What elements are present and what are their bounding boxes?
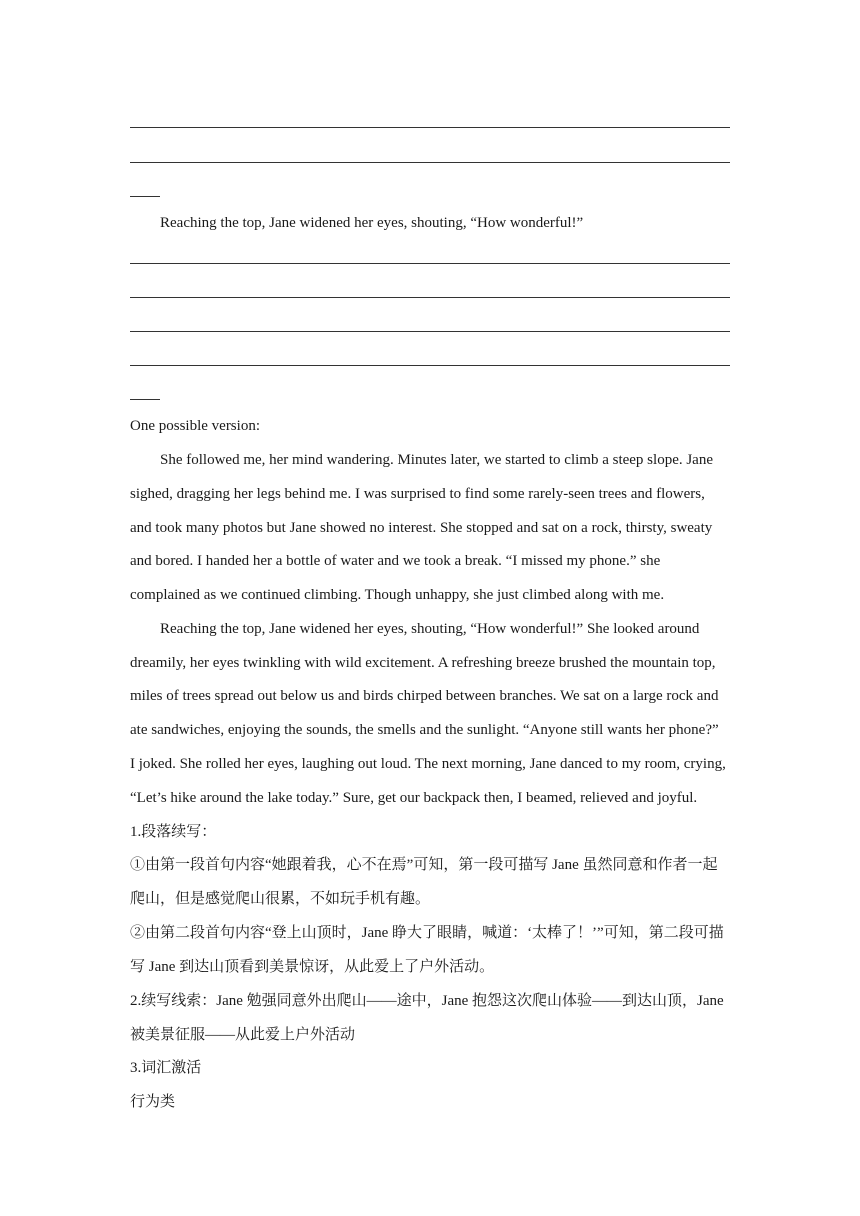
answer-line: [130, 297, 730, 298]
text-line: miles of trees spread out below us and birds chirped between branches. We sat on a large rock and: [130, 688, 719, 704]
note-line: 行为类: [130, 1094, 176, 1110]
text-line: She followed me, her mind wandering. Minutes later, we started to climb a steep slope. Jane: [160, 452, 714, 468]
version-heading: One possible version:: [130, 418, 260, 434]
note-line: ②由第二段首句内容“登上山顶时，Jane 睁大了眼睛，喊道：‘太棒了！’”可知，第二段可描: [130, 925, 724, 941]
answer-line-end: [130, 196, 160, 197]
answer-line: [130, 263, 730, 264]
answer-line: [130, 331, 730, 332]
text-line: dreamily, her eyes twinkling with wild excitement. A refreshing breeze brushed the mountain top,: [130, 655, 716, 671]
note-heading: 3.词汇激活: [130, 1060, 202, 1076]
text-line: I joked. She rolled her eyes, laughing out loud. The next morning, Jane danced to my room, crying,: [130, 756, 726, 772]
answer-line: [130, 127, 730, 128]
text-line: complained as we continued climbing. Though unhappy, she just climbed along with me.: [130, 587, 665, 603]
text-line: and bored. I handed her a bottle of water and we took a break. “I missed my phone.” she: [130, 553, 661, 569]
text-line: “Let’s hike around the lake today.” Sure, get our backpack then, I beamed, relieved and joyful.: [130, 790, 698, 806]
text-line: Reaching the top, Jane widened her eyes, shouting, “How wonderful!” She looked around: [160, 621, 700, 637]
text-line: ate sandwiches, enjoying the sounds, the smells and the sunlight. “Anyone still wants her phone?”: [130, 722, 719, 738]
note-line: 写 Jane 到达山顶看到美景惊讶，从此爱上了户外活动。: [130, 959, 495, 975]
text-line: sighed, dragging her legs behind me. I was surprised to find some rarely-seen trees and flowers,: [130, 486, 705, 502]
answer-line-end: [130, 399, 160, 400]
answer-line: [130, 162, 730, 163]
note-line: 2.续写线索：Jane 勉强同意外出爬山——途中，Jane 抱怨这次爬山体验——到达山顶，Jane: [130, 993, 724, 1009]
note-line: ①由第一段首句内容“她跟着我，心不在焉”可知，第一段可描写 Jane 虽然同意和作者一起: [130, 857, 718, 873]
text-line: and took many photos but Jane showed no interest. She stopped and sat on a rock, thirsty, sweaty: [130, 520, 713, 536]
paragraph-prompt-2: Reaching the top, Jane widened her eyes, shouting, “How wonderful!”: [160, 215, 584, 231]
answer-line: [130, 365, 730, 366]
note-line: 被美景征服——从此爱上户外活动: [130, 1027, 356, 1043]
note-heading: 1.段落续写：: [130, 824, 217, 840]
note-line: 爬山，但是感觉爬山很累，不如玩手机有趣。: [130, 891, 431, 907]
